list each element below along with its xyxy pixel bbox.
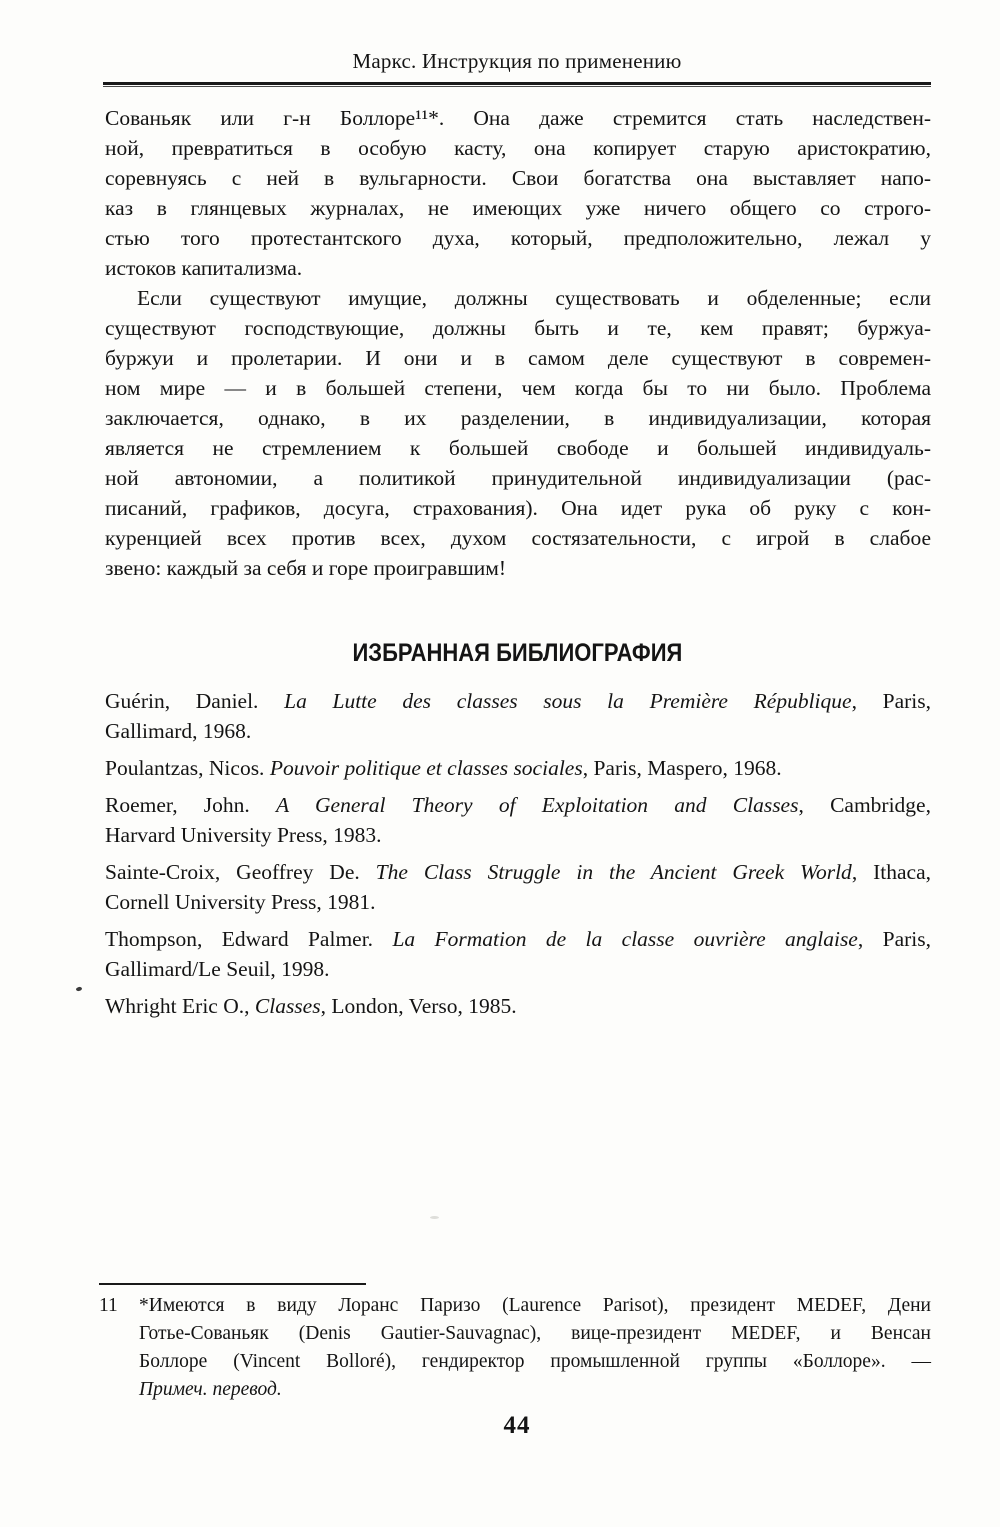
text-line: звено: каждый за себя и горе проигравшим! <box>105 556 507 580</box>
text-line: существуют господствующие, должны быть и те, кем правят; буржуа- <box>105 316 931 340</box>
text-line: Готье-Сованьяк (Denis Gautier-Sauvagnac), вице-президент MEDEF, и Венсан <box>139 1323 931 1344</box>
text-line: является не стремлением к большей свободе и большей индивидуаль- <box>105 436 931 460</box>
text-line: истоков капитализма. <box>105 256 303 280</box>
text-line: ном мире — и в большей степени, чем когда бы то ни было. Проблема <box>105 376 931 400</box>
text-line: Sainte-Croix, Geoffrey De. The Class Struggle in the Ancient Greek World, Ithaca, <box>105 860 931 884</box>
text-line: Roemer, John. A General Theory of Exploitation and Classes, Cambridge, <box>105 793 931 817</box>
text-line: Harvard University Press, 1983. <box>105 823 382 847</box>
scan-speck <box>76 986 83 991</box>
text-line: буржуи и пролетарии. И они и в самом деле существуют в современ- <box>105 346 931 370</box>
text-line: ной, превратиться в особую касту, она копирует старую аристократию, <box>105 136 931 160</box>
bibliography-heading-text: ИЗБРАННАЯ БИБЛИОГРАФИЯ <box>352 639 682 667</box>
text-line: Guérin, Daniel. La Lutte des classes sous la Première République, Paris, <box>105 689 932 713</box>
text-line: Сованьяк или г-н Боллоре¹¹*. Она даже стремится стать наследствен- <box>105 106 931 130</box>
text-line: заключается, однако, в их разделении, в индивидуализации, которая <box>105 406 931 430</box>
text-line: Gallimard, 1968. <box>105 719 252 743</box>
bibliography-entry <box>105 686 931 746</box>
text-line: писаний, графиков, досуга, страхования). Она идет рука об руку с кон- <box>105 496 931 520</box>
bibliography-entry <box>105 753 931 783</box>
page-number: 44 <box>503 1412 531 1439</box>
header-rule <box>103 82 931 87</box>
text-line: ной автономии, а политикой принудительной индивидуализации (рас- <box>105 466 931 490</box>
body-text <box>105 103 931 583</box>
scan-speck <box>430 1216 439 1219</box>
text-line: Боллоре (Vincent Bolloré), гендиректор промышленной группы «Боллоре». — <box>139 1351 931 1372</box>
footnote <box>99 1292 931 1404</box>
footnote-number: 11 <box>99 1295 118 1316</box>
text-line: соревнуясь с ней в вульгарности. Свои богатства она выставляет напо- <box>105 166 931 190</box>
bibliography-entry <box>105 857 931 917</box>
text-line: Примеч. перевод. <box>139 1379 282 1400</box>
text-line: стью того протестантского духа, который, предположительно, лежал у <box>105 226 931 250</box>
bibliography-entry <box>105 924 931 984</box>
text-line: Whright Eric O., Classes, London, Verso, 1985. <box>105 994 517 1018</box>
running-header: Маркс. Инструкция по применению <box>352 49 682 73</box>
bibliography-heading <box>103 639 931 668</box>
bibliography-entry <box>105 790 931 850</box>
bibliography-entry <box>105 991 931 1021</box>
bibliography-list <box>105 686 931 1028</box>
text-line: Gallimard/Le Seuil, 1998. <box>105 957 330 981</box>
text-line: Poulantzas, Nicos. Pouvoir politique et classes sociales, Paris, Maspero, 1968. <box>105 756 782 780</box>
text-line: Если существуют имущие, должны существовать и обделенные; если <box>137 286 931 310</box>
text-line: Thompson, Edward Palmer. La Formation de la classe ouvrière anglaise, Paris, <box>105 927 931 951</box>
text-line: *Имеются в виду Лоранс Паризо (Laurence Parisot), президент MEDEF, Дени <box>139 1295 931 1316</box>
text-line: каз в глянцевых журналах, не имеющих уже ничего общего со строго- <box>105 196 931 220</box>
footnote-text <box>139 1292 931 1404</box>
text-line: Cornell University Press, 1981. <box>105 890 376 914</box>
footnote-rule <box>99 1283 366 1285</box>
text-line: куренцией всех против всех, духом состязательности, с игрой в слабое <box>105 526 931 550</box>
